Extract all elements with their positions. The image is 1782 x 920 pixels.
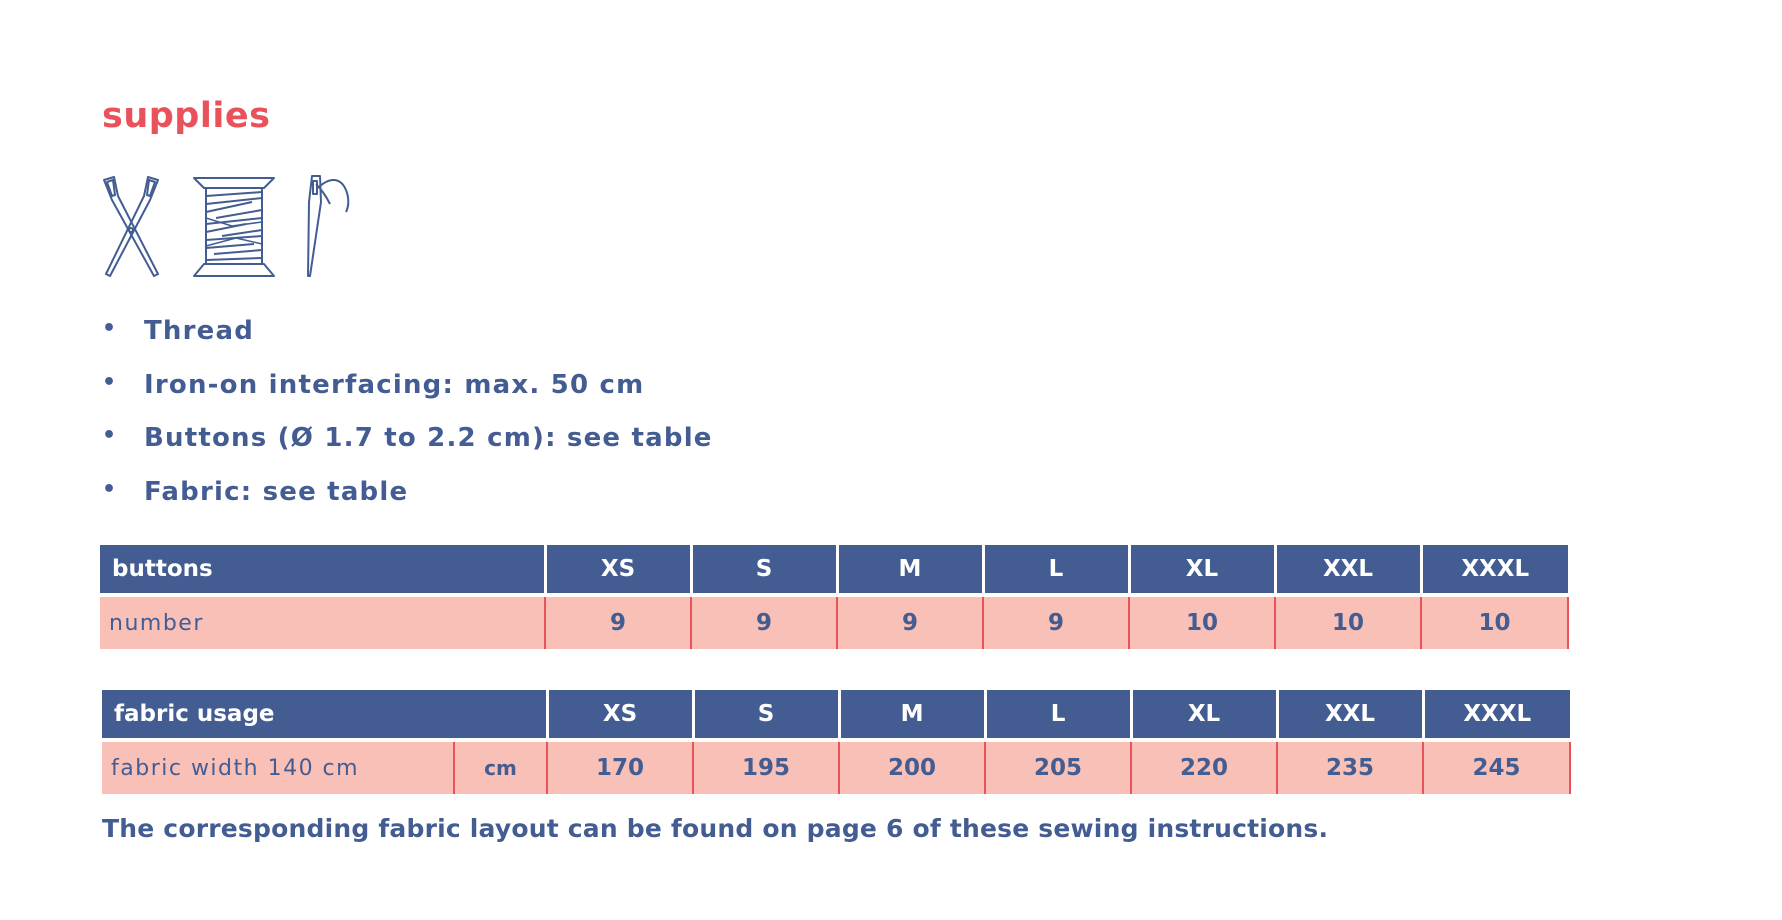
size-header: XXL: [1277, 690, 1423, 740]
table-header-row: [102, 690, 1570, 740]
table-cell: 195: [693, 740, 839, 794]
row-label: number: [100, 595, 545, 649]
unit-cell: cm: [454, 740, 547, 794]
table-cell: 9: [837, 595, 983, 649]
table-cell: 235: [1277, 740, 1423, 794]
table-cell: 10: [1421, 595, 1568, 649]
footnote: The corresponding fabric layout can be found on page 6 of these sewing instructions.: [102, 814, 1329, 843]
list-item-text: Buttons (Ø 1.7 to 2.2 cm): see table: [144, 423, 713, 453]
size-header: M: [839, 690, 985, 740]
table-cell: 245: [1423, 740, 1570, 794]
size-header: XXL: [1275, 545, 1421, 595]
table-cell: 200: [839, 740, 985, 794]
table-cell: 220: [1131, 740, 1277, 794]
list-item: [96, 423, 713, 477]
list-item-text: Thread: [144, 316, 255, 346]
thread-spool-icon: [192, 174, 276, 278]
size-header: S: [693, 690, 839, 740]
table-row: [100, 595, 1568, 649]
needle-icon: [296, 174, 352, 278]
table-cell: 10: [1129, 595, 1275, 649]
bullet-icon: •: [102, 316, 118, 341]
supplies-icons: [100, 174, 360, 280]
size-header: XS: [547, 690, 693, 740]
table-cell: 9: [545, 595, 691, 649]
bullet-icon: •: [102, 476, 118, 502]
size-header: XL: [1129, 545, 1275, 595]
size-header: XXXL: [1423, 690, 1570, 740]
fabric-usage-table: [102, 690, 1571, 794]
section-title: supplies: [102, 96, 271, 136]
scissors-icon: [100, 174, 162, 278]
table-cell: 170: [547, 740, 693, 794]
table-header-label: buttons: [100, 545, 545, 595]
list-item-text: Iron-on interfacing: max. 50 cm: [144, 369, 645, 400]
size-header: L: [983, 545, 1129, 595]
list-item: [96, 370, 713, 424]
buttons-table: [100, 545, 1569, 649]
supplies-list: [96, 316, 713, 530]
list-item: [96, 316, 713, 370]
table-cell: 9: [691, 595, 837, 649]
table-cell: 10: [1275, 595, 1421, 649]
table-cell: 205: [985, 740, 1131, 794]
bullet-icon: •: [102, 369, 118, 395]
size-header: XL: [1131, 690, 1277, 740]
table-header-row: [100, 545, 1568, 595]
list-item-text: Fabric: see table: [144, 476, 409, 507]
row-label: fabric width 140 cm: [102, 740, 454, 794]
size-header: M: [837, 545, 983, 595]
table-row: [102, 740, 1570, 794]
list-item: [96, 477, 713, 531]
size-header: L: [985, 690, 1131, 740]
table-header-label: fabric usage: [102, 690, 547, 740]
size-header: XXXL: [1421, 545, 1568, 595]
size-header: S: [691, 545, 837, 595]
bullet-icon: •: [102, 423, 118, 448]
table-cell: 9: [983, 595, 1129, 649]
size-header: XS: [545, 545, 691, 595]
